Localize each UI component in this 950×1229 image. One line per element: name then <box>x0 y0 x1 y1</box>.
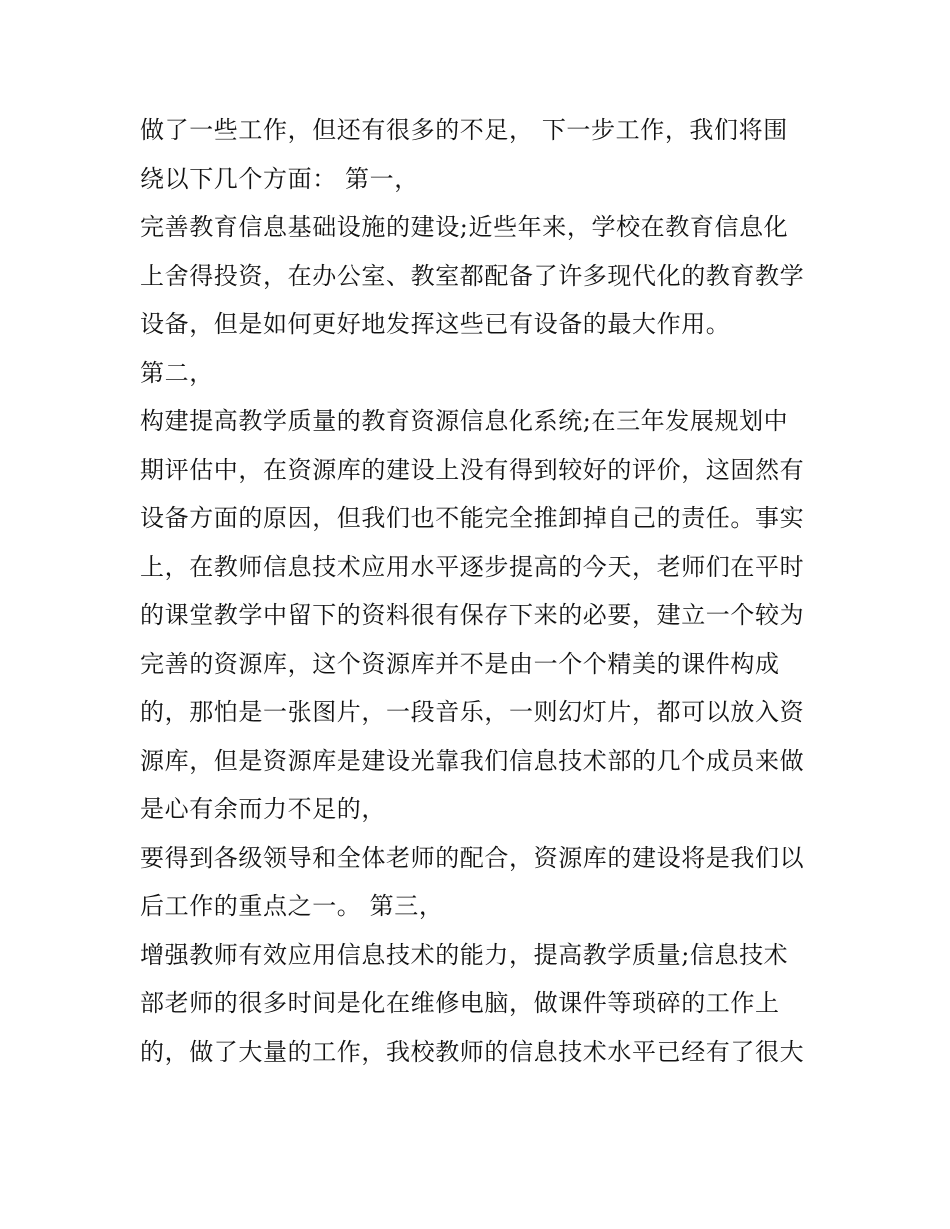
text-line: 是心有余而力不足的， <box>140 795 386 823</box>
text-line: 后工作的重点之一。 第三， <box>140 892 444 920</box>
text-line: 的课堂教学中留下的资料很有保存下来的必要，建立一个较为 <box>140 601 805 629</box>
text-line: 第二， <box>140 358 214 387</box>
text-line: 增强教师有效应用信息技术的能力，提高教学质量;信息技术 <box>140 940 789 969</box>
text-line: 做了一些工作，但还有很多的不足， 下一步工作，我们将围 <box>140 116 788 144</box>
text-line: 源库，但是资源库是建设光靠我们信息技术部的几个成员来做 <box>140 746 805 775</box>
body-text <box>140 106 820 1076</box>
text-line: 期评估中，在资源库的建设上没有得到较好的评价，这固然有 <box>140 455 805 484</box>
text-line: 设备，但是如何更好地发挥这些已有设备的最大作用。 <box>140 310 731 338</box>
text-line: 的，做了大量的工作，我校教师的信息技术水平已经有了很大 <box>140 1037 805 1066</box>
text-line: 要得到各级领导和全体老师的配合，资源库的建设将是我们以 <box>140 843 805 872</box>
text-line: 的，那怕是一张图片，一段音乐，一则幻灯片，都可以放入资 <box>140 698 805 726</box>
text-line: 构建提高教学质量的教育资源信息化系统;在三年发展规划中 <box>140 407 789 435</box>
text-line: 完善教育信息基础设施的建设;近些年来，学校在教育信息化 <box>140 213 789 241</box>
text-line: 设备方面的原因，但我们也不能完全推卸掉自己的责任。事实 <box>140 504 805 532</box>
text-line: 上舍得投资，在办公室、教室都配备了许多现代化的教育教学 <box>140 261 805 290</box>
text-line: 部老师的很多时间是化在维修电脑，做课件等琐碎的工作上 <box>140 989 780 1017</box>
text-line: 上，在教师信息技术应用水平逐步提高的今天，老师们在平时 <box>140 552 805 581</box>
text-line: 绕以下几个方面： 第一， <box>140 164 419 193</box>
text-line: 完善的资源库，这个资源库并不是由一个个精美的课件构成 <box>140 649 780 678</box>
